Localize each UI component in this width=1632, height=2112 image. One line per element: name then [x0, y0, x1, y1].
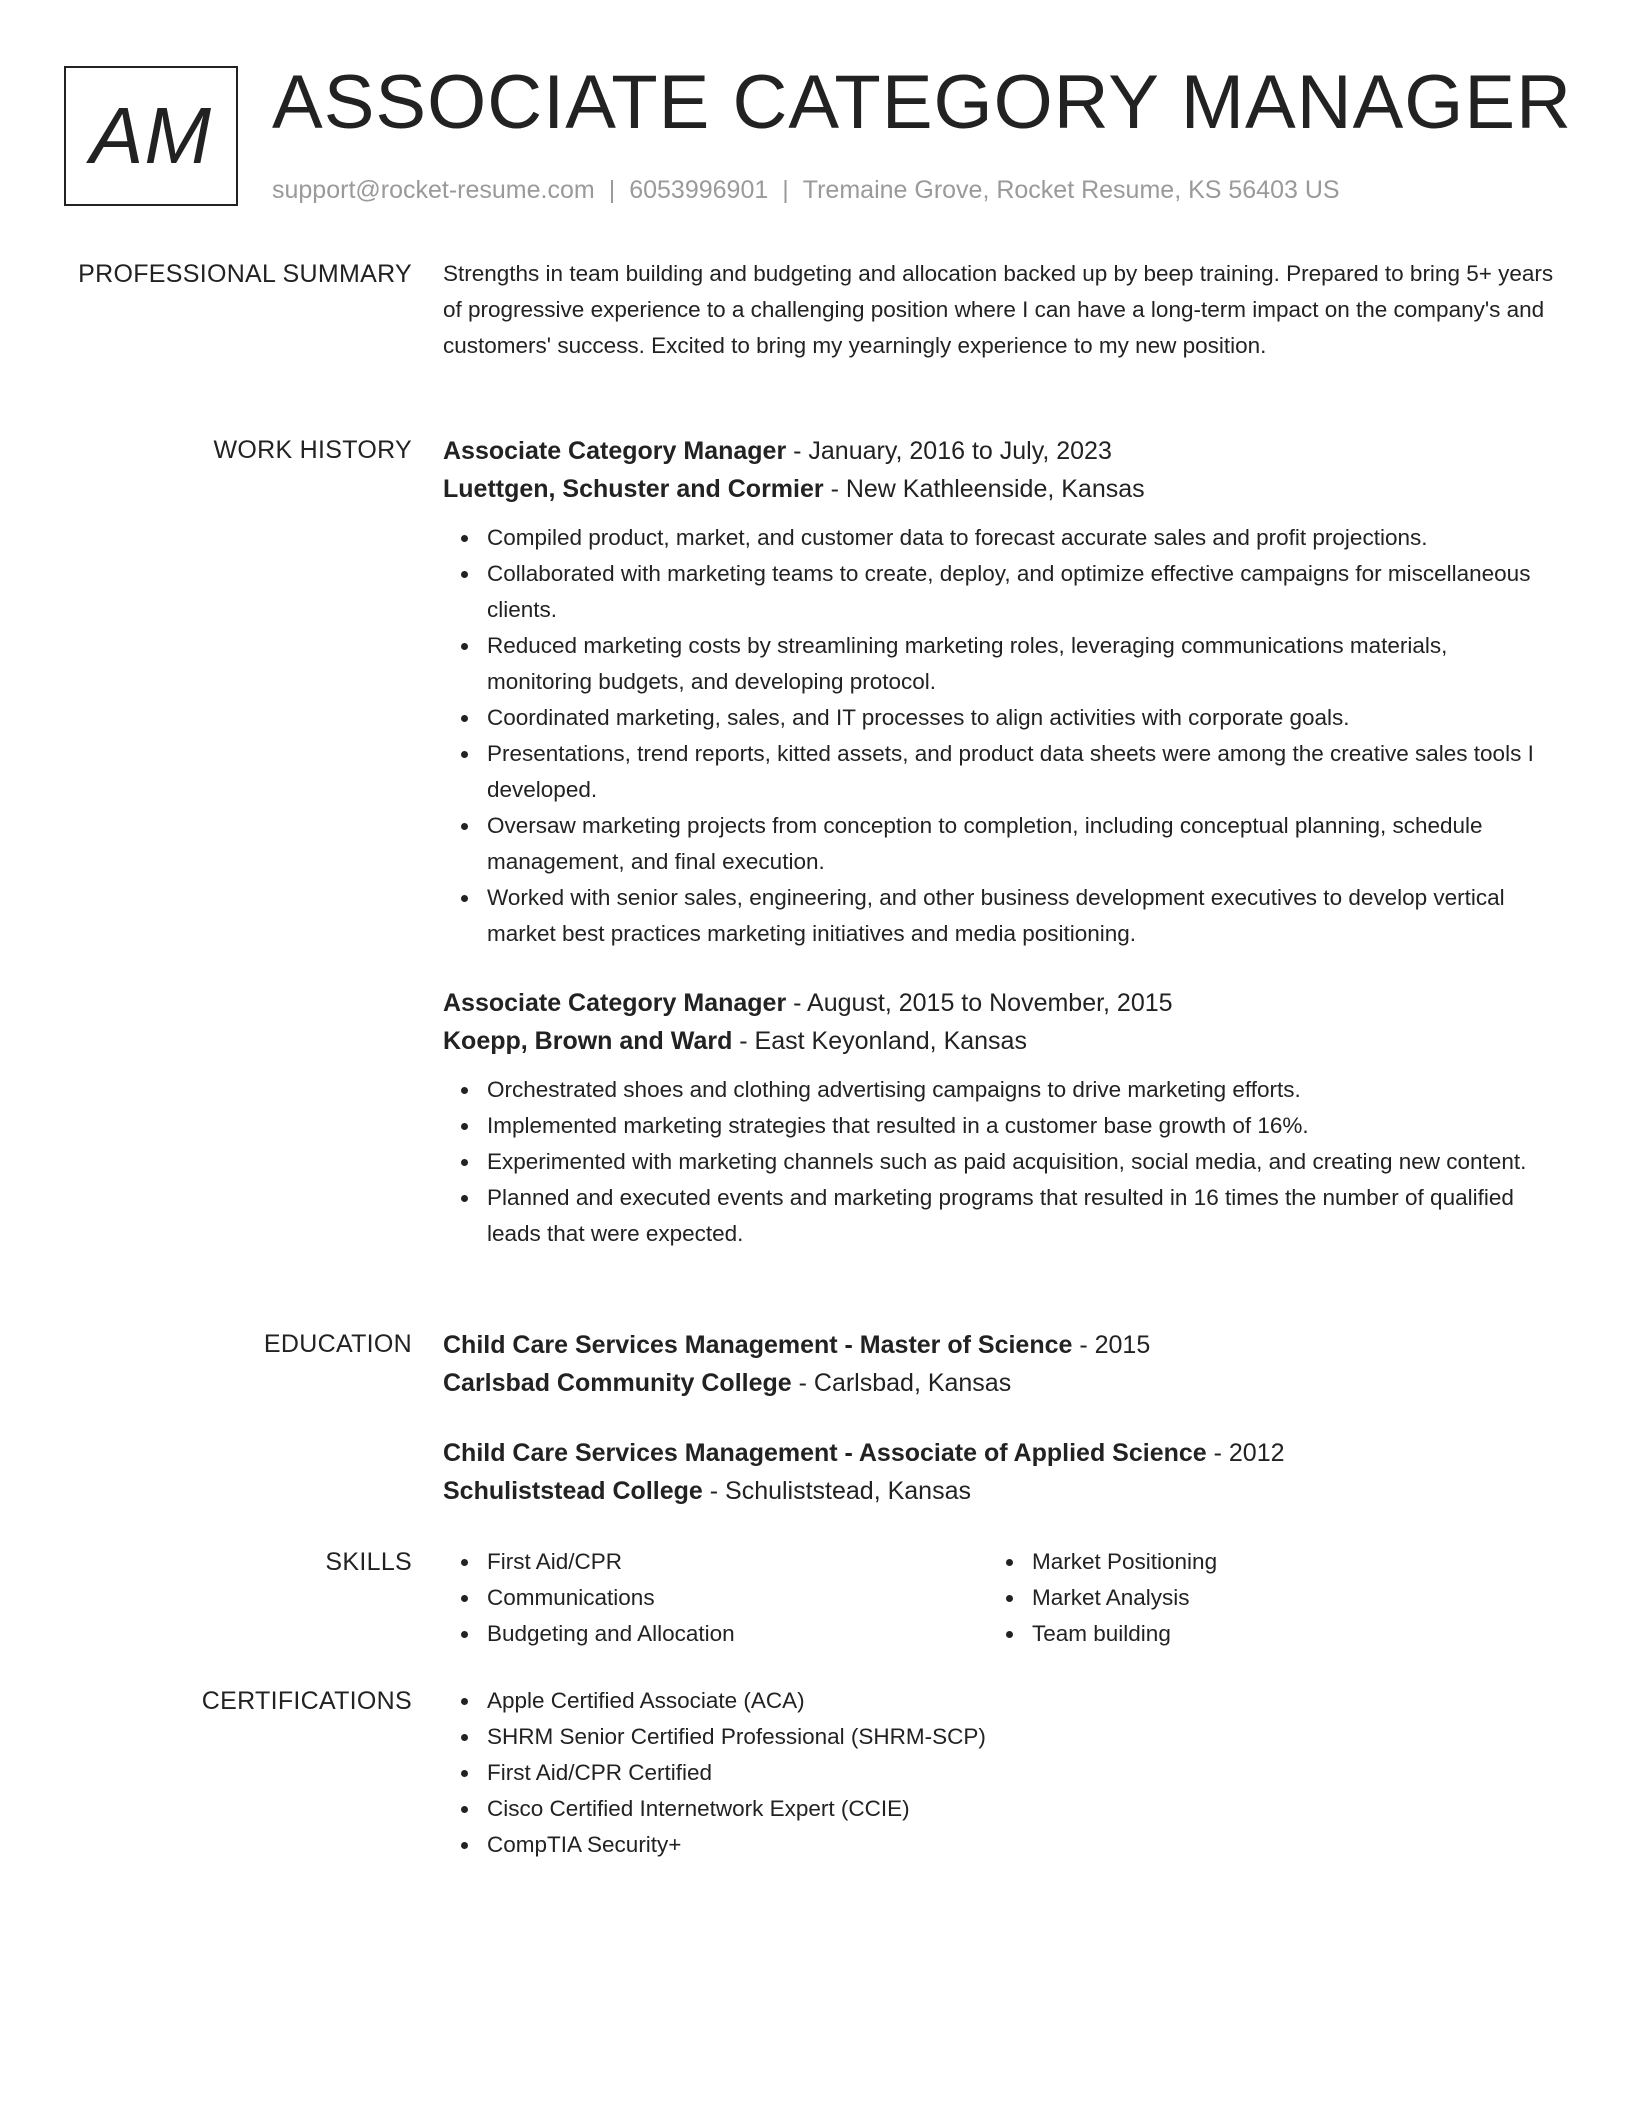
list-item: Budgeting and Allocation [487, 1616, 988, 1652]
list-item: Orchestrated shoes and clothing advertising campaigns to drive marketing efforts. [487, 1072, 1555, 1108]
section-label-summary: PROFESSIONAL SUMMARY [78, 260, 412, 288]
degree-line [443, 1326, 1555, 1364]
section-label-work-history: WORK HISTORY [213, 436, 412, 464]
skills-list-right [988, 1544, 1533, 1652]
job-title-line [443, 984, 1555, 1022]
job-dates: - August, 2015 to November, 2015 [786, 989, 1173, 1017]
job-title: Associate Category Manager [443, 989, 787, 1017]
school-location: - Carlsbad, Kansas [791, 1369, 1012, 1397]
job-location: - New Kathleenside, Kansas [823, 475, 1145, 503]
list-item: First Aid/CPR [487, 1544, 988, 1580]
school-line [443, 1364, 1555, 1402]
contact-address: Tremaine Grove, Rocket Resume, KS 56403 US [802, 176, 1340, 204]
skills-grid [443, 1544, 1555, 1652]
certifications-list [443, 1683, 1555, 1863]
education-body [443, 1326, 1555, 1510]
list-item: Planned and executed events and marketing programs that resulted in 16 times the number of qualified leads that were expected. [487, 1180, 1555, 1252]
degree-name: Child Care Services Management - Master of Science [443, 1331, 1073, 1359]
summary-body [443, 256, 1555, 364]
school-line [443, 1472, 1555, 1510]
certifications-body [443, 1683, 1555, 1863]
job-dates: - January, 2016 to July, 2023 [786, 437, 1112, 465]
list-item: Communications [487, 1580, 988, 1616]
job-entry [443, 432, 1555, 952]
list-item: CompTIA Security+ [487, 1827, 1555, 1863]
education-entry [443, 1326, 1555, 1402]
list-item: Oversaw marketing projects from conception to completion, including conceptual planning, schedule management, and final execution. [487, 808, 1555, 880]
list-item: Worked with senior sales, engineering, and other business development executives to develop vertical market best practices marketing initiatives and media positioning. [487, 880, 1555, 952]
contact-line [272, 174, 1340, 206]
list-item: Experimented with marketing channels such as paid acquisition, social media, and creating new content. [487, 1144, 1555, 1180]
job-location: - East Keyonland, Kansas [732, 1027, 1027, 1055]
skills-list-left [443, 1544, 988, 1652]
job-bullets [443, 1072, 1555, 1252]
school-name: Carlsbad Community College [443, 1369, 792, 1397]
job-title: Associate Category Manager [443, 437, 787, 465]
degree-line [443, 1434, 1555, 1472]
list-item: SHRM Senior Certified Professional (SHRM-SCP) [487, 1719, 1555, 1755]
list-item: Cisco Certified Internetwork Expert (CCIE) [487, 1791, 1555, 1827]
education-entry [443, 1434, 1555, 1510]
school-location: - Schuliststead, Kansas [702, 1477, 971, 1505]
contact-email: support@rocket-resume.com [272, 176, 595, 204]
contact-separator: | [608, 176, 616, 204]
school-name: Schuliststead College [443, 1477, 703, 1505]
job-company: Koepp, Brown and Ward [443, 1027, 733, 1055]
section-label-certifications: CERTIFICATIONS [201, 1687, 412, 1715]
list-item: Coordinated marketing, sales, and IT processes to align activities with corporate goals. [487, 700, 1555, 736]
summary-text: Strengths in team building and budgeting and allocation backed up by beep training. Prepared to bring 5+ years of progressive experience to a challenging position where I can have a long-term impact on the company's and customers' success. Excited to bring my yearningly experience to my new position. [443, 261, 1554, 358]
degree-year: - 2012 [1206, 1439, 1285, 1467]
monogram-logo: AM [64, 66, 238, 206]
work-history-body [443, 432, 1555, 1252]
list-item: Reduced marketing costs by streamlining marketing roles, leveraging communications materials, monitoring budgets, and developing protocol. [487, 628, 1555, 700]
job-company-line [443, 470, 1555, 508]
page-title: ASSOCIATE CATEGORY MANAGER [272, 60, 1572, 145]
contact-separator: | [782, 176, 789, 204]
degree-name: Child Care Services Management - Associate of Applied Science [443, 1439, 1207, 1467]
list-item: Market Analysis [1032, 1580, 1533, 1616]
section-label-education: EDUCATION [263, 1330, 412, 1358]
section-label-skills: SKILLS [325, 1548, 412, 1576]
job-bullets [443, 520, 1555, 952]
list-item: First Aid/CPR Certified [487, 1755, 1555, 1791]
list-item: Implemented marketing strategies that resulted in a customer base growth of 16%. [487, 1108, 1555, 1144]
list-item: Compiled product, market, and customer data to forecast accurate sales and profit projections. [487, 520, 1555, 556]
list-item: Presentations, trend reports, kitted assets, and product data sheets were among the creative sales tools I developed. [487, 736, 1555, 808]
list-item: Collaborated with marketing teams to create, deploy, and optimize effective campaigns for miscellaneous clients. [487, 556, 1555, 628]
job-title-line [443, 432, 1555, 470]
skills-body [443, 1544, 1555, 1652]
degree-year: - 2015 [1072, 1331, 1151, 1359]
list-item: Market Positioning [1032, 1544, 1533, 1580]
list-item: Apple Certified Associate (ACA) [487, 1683, 1555, 1719]
job-entry [443, 984, 1555, 1252]
list-item: Team building [1032, 1616, 1533, 1652]
job-company-line [443, 1022, 1555, 1060]
contact-phone: 6053996901 [629, 176, 769, 204]
job-company: Luettgen, Schuster and Cormier [443, 475, 824, 503]
